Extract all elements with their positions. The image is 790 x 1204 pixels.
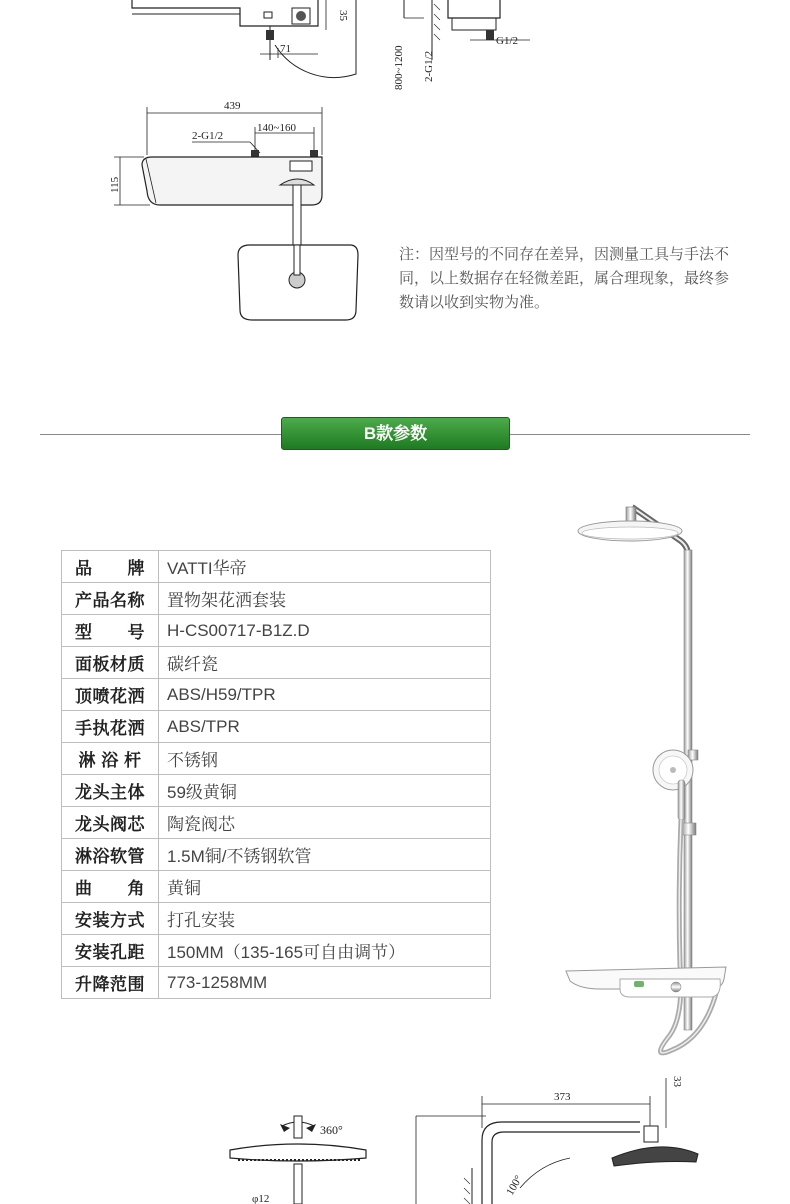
spec-row [62,615,491,647]
measurement-note: 注：因型号的不同存在差异，因测量工具与手法不同，以上数据存在轻微差距，属合理现象，最终参数请以收到实物为准。 [399,246,730,311]
spec-value: H-CS00717-B1Z.D [159,615,491,647]
spec-row [62,935,491,967]
spec-row [62,775,491,807]
spec-row [62,551,491,583]
dim-800-1200: 800~1200 [393,45,405,90]
spec-key: 产品名称 [62,583,159,615]
spec-row [62,967,491,999]
spec-value: 碳纤瓷 [159,647,491,679]
dim-2g12: 2-G1/2 [192,130,224,142]
bottom-technical-drawing [220,1068,720,1204]
spec-row [62,871,491,903]
spec-key: 升降范围 [62,967,159,999]
dim-phi12: φ12 [252,1193,270,1204]
spec-value: 150MM（135-165可自由调节） [159,935,491,967]
dim-115: 115 [109,176,121,193]
spec-key: 淋 浴 杆 [62,743,159,775]
spec-key: 安装孔距 [62,935,159,967]
spec-value: 陶瓷阀芯 [159,807,491,839]
dim-71: 71 [280,43,291,55]
spec-row [62,711,491,743]
spec-key: 安装方式 [62,903,159,935]
top-technical-drawing [0,0,790,100]
shower-set-image [560,495,740,1065]
spec-value: ABS/H59/TPR [159,679,491,711]
dim-2g12-left: 2-G1/2 [423,50,435,82]
spec-key: 面板材质 [62,647,159,679]
spec-key: 龙头主体 [62,775,159,807]
dim-35: 35 [337,10,349,21]
spec-key: 淋浴软管 [62,839,159,871]
spec-key: 曲 角 [62,871,159,903]
spec-key: 手执花洒 [62,711,159,743]
spec-value: VATTI华帝 [159,551,491,583]
spec-key: 龙头阀芯 [62,807,159,839]
spec-value: 打孔安装 [159,903,491,935]
spec-value: 773-1258MM [159,967,491,999]
dim-g12-right: G1/2 [496,35,518,47]
spec-value: 59级黄铜 [159,775,491,807]
spec-value: ABS/TPR [159,711,491,743]
dim-140-160: 140~160 [257,122,296,134]
dim-100deg: 100° [504,1173,526,1198]
shelf-dimension-drawing [100,95,380,330]
section-title-banner: B款参数 [281,417,510,450]
spec-table [61,550,491,999]
spec-key: 型 号 [62,615,159,647]
dim-33: 33 [671,1076,683,1087]
dim-439: 439 [224,100,241,112]
spec-row [62,839,491,871]
spec-value: 不锈钢 [159,743,491,775]
spec-row [62,743,491,775]
spec-value: 1.5M铜/不锈钢软管 [159,839,491,871]
dim-360: 360° [320,1123,343,1137]
spec-value: 黄铜 [159,871,491,903]
divider-right [508,434,750,435]
divider-left [40,434,281,435]
spec-key: 顶喷花洒 [62,679,159,711]
dim-373: 373 [554,1091,571,1103]
spec-row [62,647,491,679]
spec-key: 品 牌 [62,551,159,583]
spec-row [62,903,491,935]
spec-row [62,583,491,615]
spec-row [62,807,491,839]
spec-row [62,679,491,711]
spec-value: 置物架花洒套装 [159,583,491,615]
